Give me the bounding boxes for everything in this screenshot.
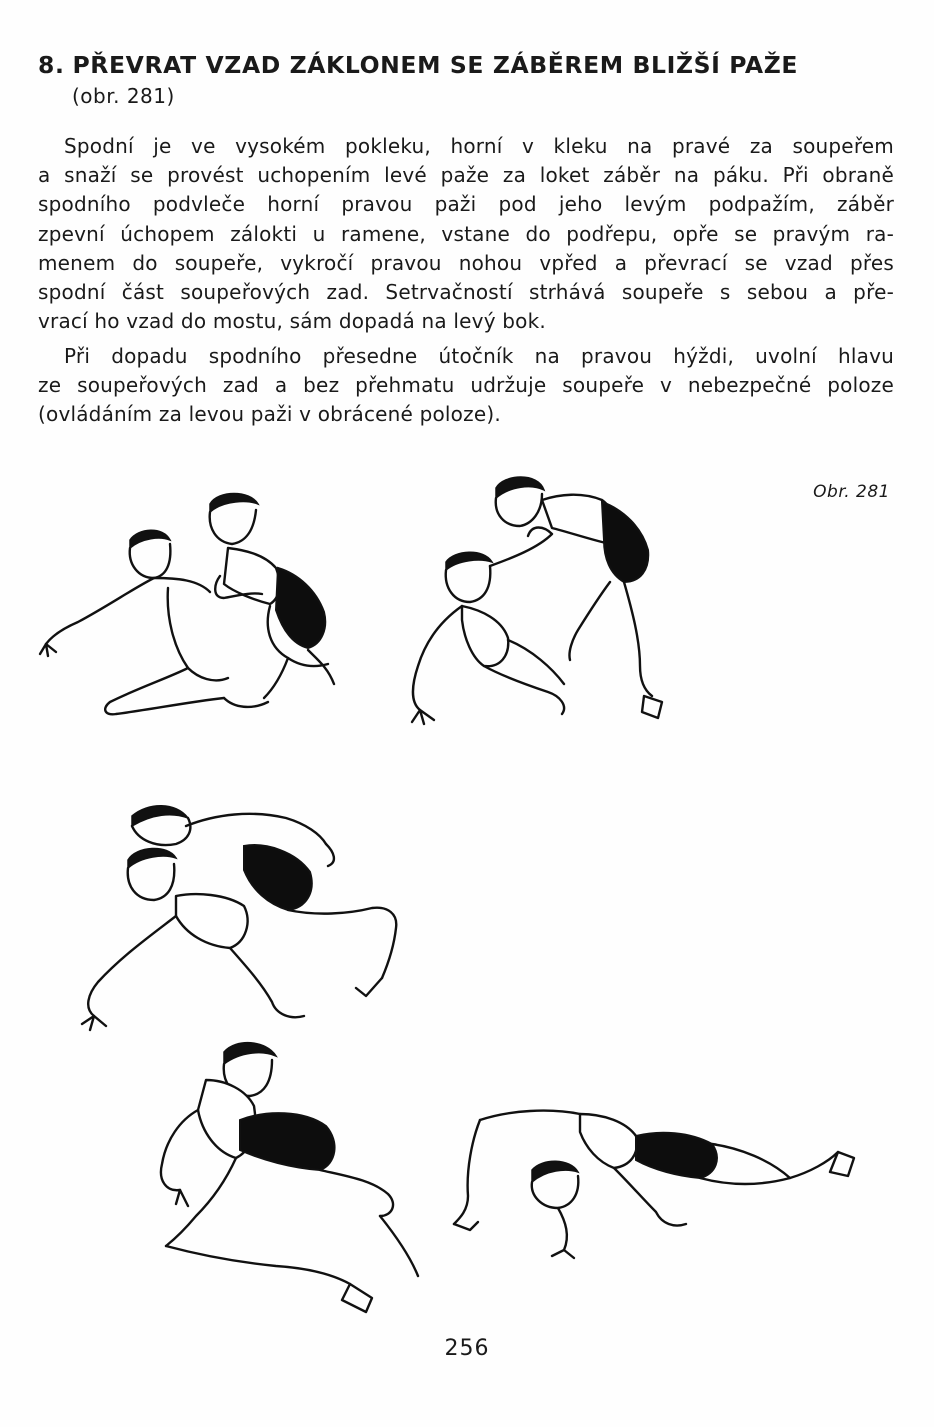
text-line: Spodní je ve vysokém pokleku, horní v kleku na pravé za soupeřem: [64, 134, 894, 158]
text-line: spodní část soupeřových zad. Setrvačností strhává soupeře s sebou a pře-: [38, 280, 894, 305]
text-line: menem do soupeře, vykročí pravou nohou vpřed a převrací se vzad přes: [38, 250, 894, 275]
paragraph-1: [38, 132, 894, 336]
figure-label: Obr. 281: [813, 482, 890, 502]
section-heading: [38, 50, 898, 80]
wrestlers-landing-icon: [136, 1040, 446, 1320]
page-number: 256: [444, 1336, 490, 1361]
section-title: PŘEVRAT VZAD ZÁKLONEM SE ZÁBĚREM BLIŽŠÍ PAŽE: [72, 51, 798, 79]
wrestlers-arm-hook-icon: [392, 470, 682, 750]
wrestlers-backward-roll-icon: [76, 796, 426, 1051]
text-line: (ovládáním za levou paži v obrácené poloze).: [38, 402, 501, 427]
text-line: vrací ho vzad do mostu, sám dopadá na levý bok.: [38, 309, 546, 334]
text-line: a snaží se provést uchopením levé paže za loket záběr na páku. Při obraně: [38, 163, 894, 188]
text-line: Při dopadu spodního přesedne útočník na pravou hýždi, uvolní hlavu: [64, 344, 894, 368]
paragraph-2: [38, 342, 894, 430]
section-number: 8.: [38, 51, 65, 79]
wrestlers-bridge-hold-icon: [450, 1100, 870, 1260]
text-line: zpevní úchopem zálokti u ramene, vstane do podřepu, opře se pravým ra-: [38, 221, 894, 246]
figure-reference: (obr. 281): [72, 84, 175, 108]
text-line: ze soupeřových zad a bez přehmatu udržuje soupeře v nebezpečné poloze: [38, 373, 894, 398]
text-line: spodního podvleče horní pravou paži pod jeho levým podpažím, záběr: [38, 192, 894, 217]
wrestlers-kneeling-icon: [38, 488, 338, 738]
